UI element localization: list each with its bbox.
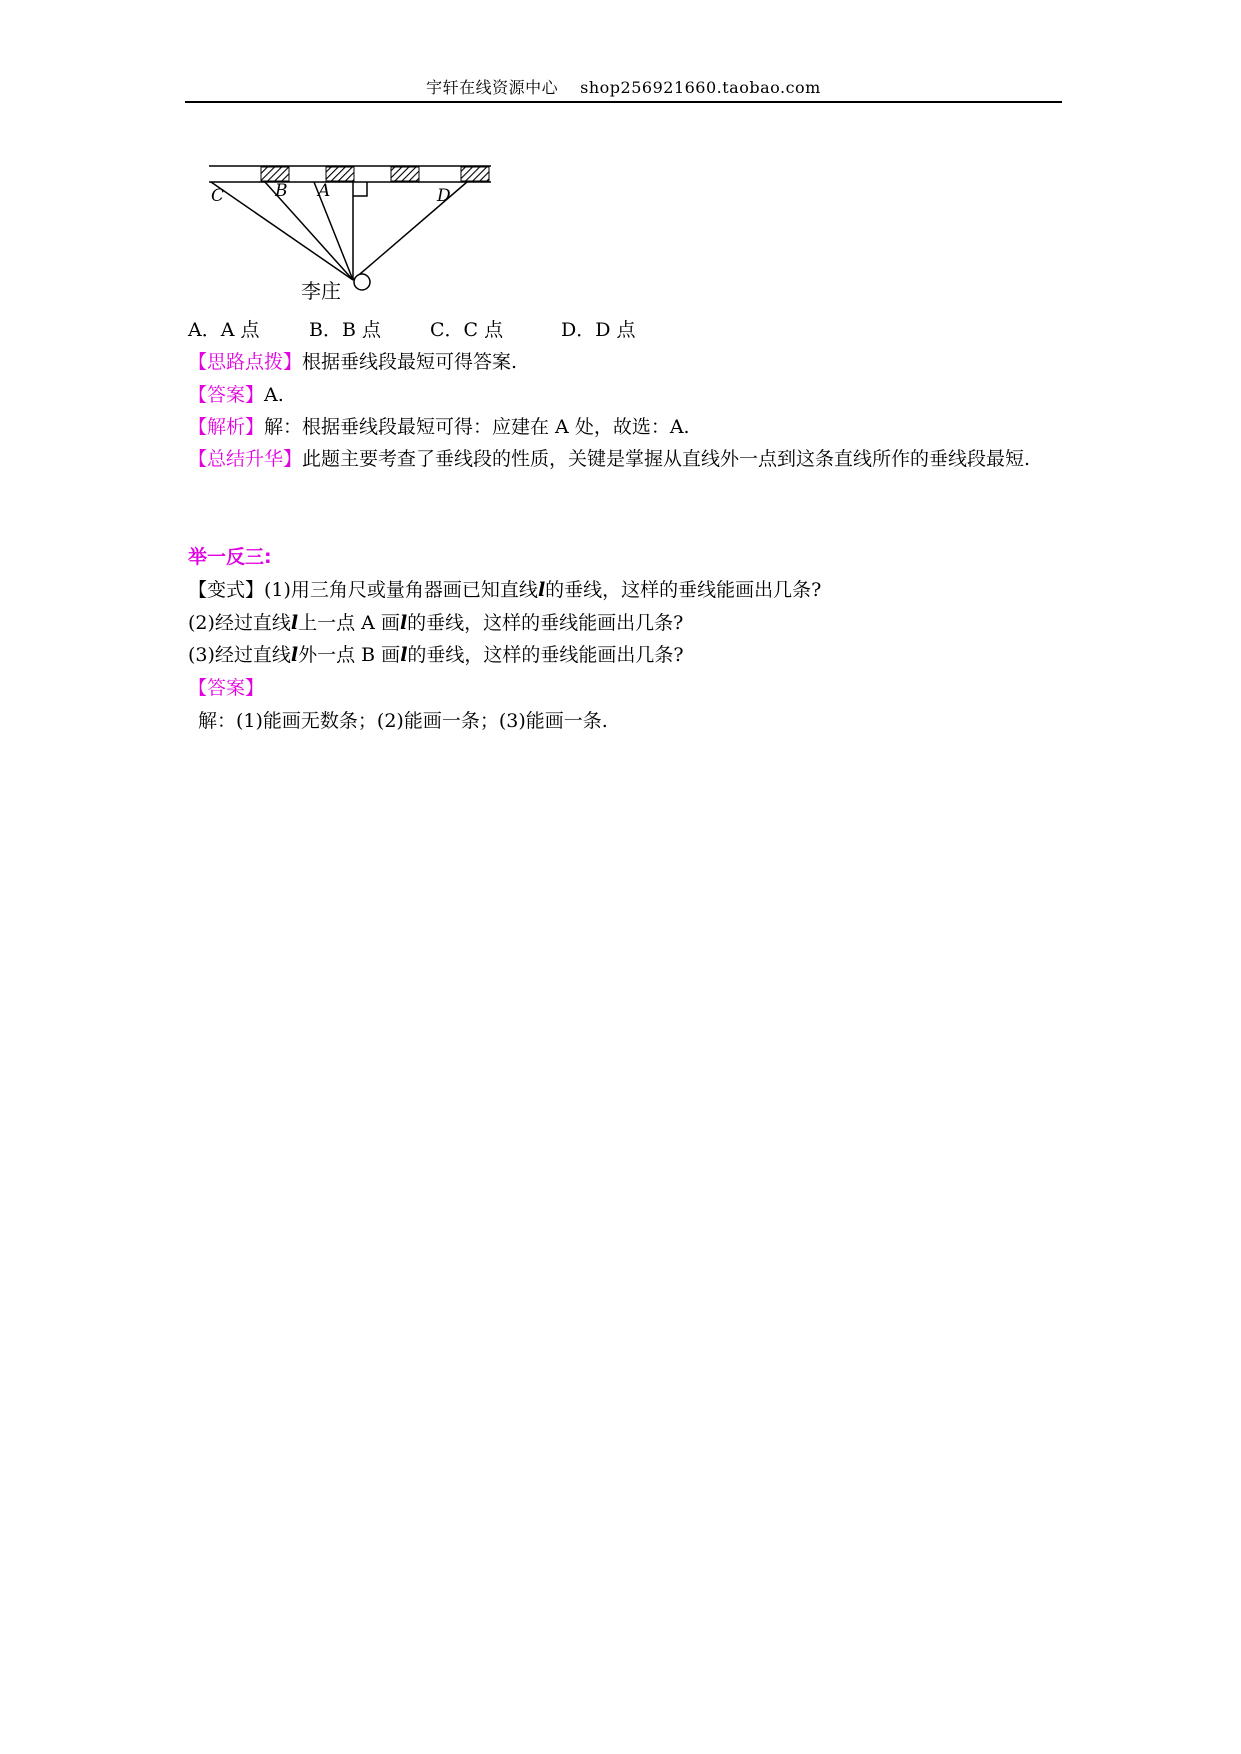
segments <box>211 182 467 280</box>
line-variable: l <box>290 644 299 666</box>
summary-paragraph <box>188 443 1058 475</box>
variant-tag: 【变式】 <box>188 579 265 601</box>
q1-text-b: 的垂线，这样的垂线能画出几条? <box>545 579 822 601</box>
summary-text: 此题主要考查了垂线段的性质，关键是掌握从直线外一点到这条直线所作的垂线段最短. <box>302 448 1031 470</box>
analysis-text: 解：根据垂线段最短可得：应建在 A 处，故选：A. <box>264 416 690 438</box>
page-header <box>185 74 1062 102</box>
practice-answer-line <box>198 707 608 735</box>
label-d: D <box>437 186 451 206</box>
choice-d: D．D 点 <box>561 319 636 341</box>
line-variable: l <box>537 579 546 601</box>
road <box>209 166 491 182</box>
road-block <box>461 167 489 181</box>
road-block <box>326 167 354 181</box>
line-variable: l <box>290 612 299 634</box>
choice-b: B．B 点 <box>309 319 381 341</box>
village-marker <box>354 274 370 290</box>
hint-line <box>188 348 517 376</box>
road-block <box>261 167 289 181</box>
q2-text-c: 的垂线，这样的垂线能画出几条? <box>407 612 684 634</box>
header-shop-url: shop256921660.taobao.com <box>580 78 821 97</box>
variant-question-2 <box>188 609 683 637</box>
variant-question-1 <box>188 576 821 604</box>
answer-choices <box>188 316 636 344</box>
q3-text-b: 外一点 B 画 <box>298 644 401 666</box>
label-b: B <box>275 181 288 201</box>
q3-text-c: 的垂线，这样的垂线能画出几条? <box>407 644 684 666</box>
analysis-tag: 【解析】 <box>188 416 265 438</box>
header-rule <box>185 101 1062 103</box>
village-label: 李庄 <box>301 279 341 303</box>
answer-tag: 【答案】 <box>188 384 265 406</box>
q1-text-a: (1)用三角尺或量角器画已知直线 <box>264 579 538 601</box>
line-variable: l <box>400 644 408 666</box>
practice-answer-tag-line <box>188 674 264 702</box>
label-a: A <box>318 181 331 201</box>
line-variable: l <box>399 612 408 634</box>
road-village-figure <box>205 158 505 303</box>
practice-answer-tag: 【答案】 <box>188 677 265 699</box>
hint-tag: 【思路点拨】 <box>188 351 303 373</box>
practice-heading: 举一反三: <box>188 546 272 568</box>
header-site-name: 宇轩在线资源中心 <box>426 78 559 97</box>
summary-tag: 【总结升华】 <box>188 448 303 470</box>
label-c: C <box>211 186 225 206</box>
variant-question-3 <box>188 641 684 669</box>
road-block <box>391 167 419 181</box>
q3-text-a: (3)经过直线 <box>188 644 291 666</box>
analysis-line <box>188 413 690 441</box>
q2-text-b: 上一点 A 画 <box>298 612 400 634</box>
answer-text: A. <box>264 384 284 406</box>
right-angle-mark <box>353 182 367 196</box>
answer-line <box>188 381 284 409</box>
choice-c: C．C 点 <box>430 319 504 341</box>
q2-text-a: (2)经过直线 <box>188 612 291 634</box>
choice-a: A．A 点 <box>188 319 260 341</box>
practice-answer-text: 解：(1)能画无数条；(2)能画一条；(3)能画一条. <box>198 710 608 732</box>
hint-text: 根据垂线段最短可得答案. <box>302 351 518 373</box>
